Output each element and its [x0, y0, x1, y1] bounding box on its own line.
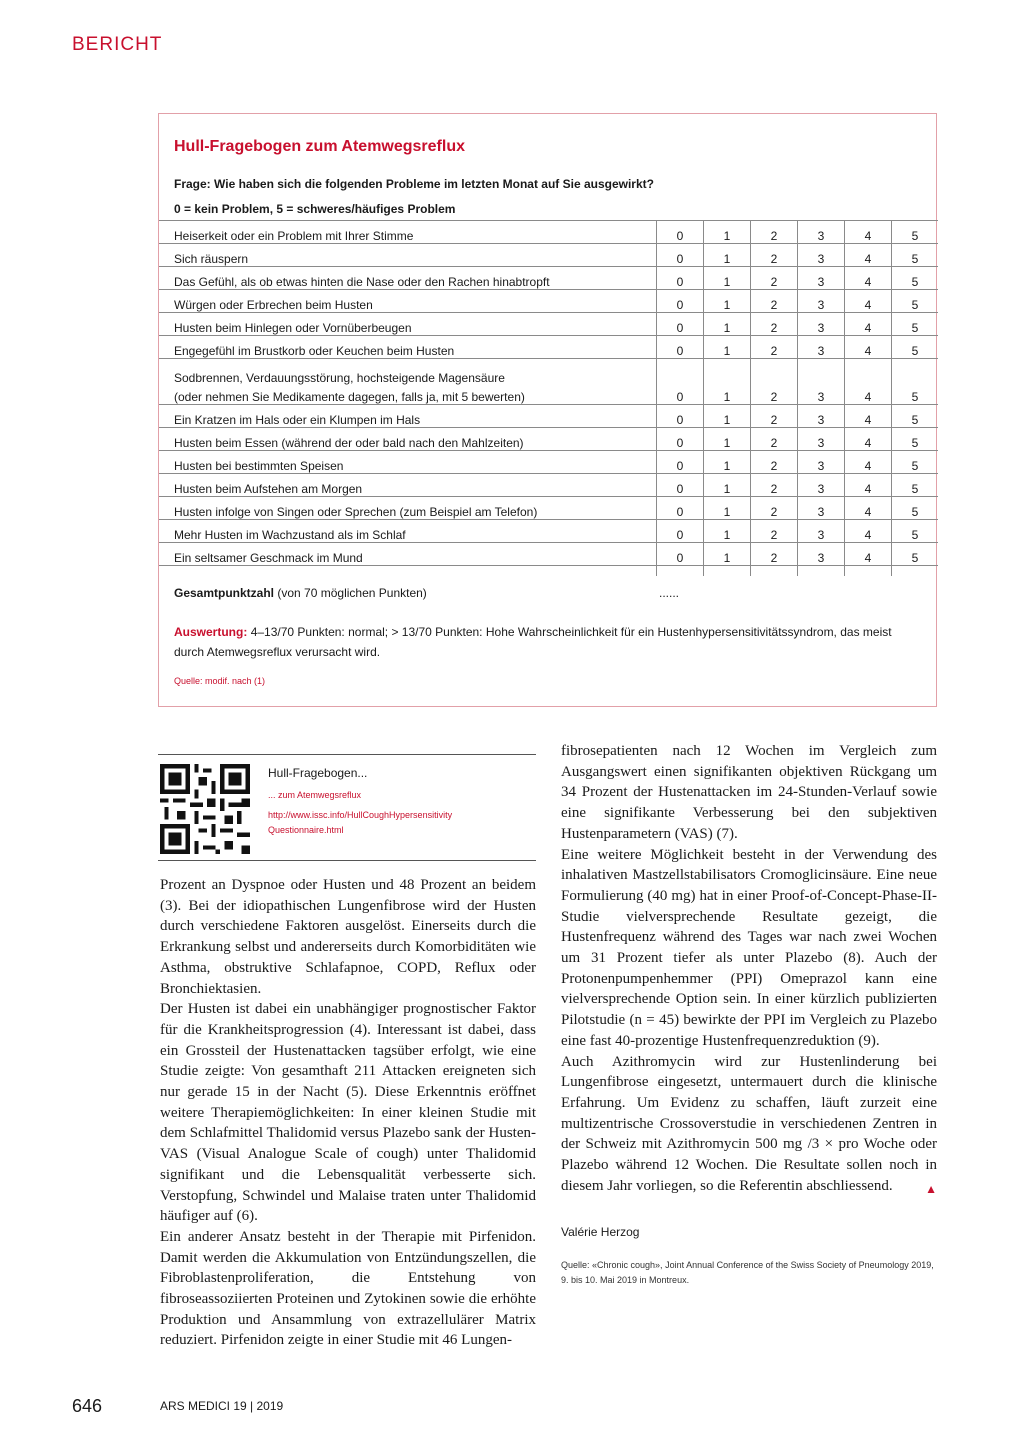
- score-option[interactable]: 0: [657, 543, 704, 566]
- score-option[interactable]: 4: [845, 359, 892, 405]
- questionnaire-item-label: Heiserkeit oder ein Problem mit Ihrer Stimme: [159, 221, 657, 244]
- score-option[interactable]: 2: [751, 474, 798, 497]
- score-option[interactable]: 1: [704, 221, 751, 244]
- total-score-suffix: (von 70 möglichen Punkten): [277, 586, 427, 600]
- qr-url-line-1[interactable]: http://www.issc.info/HullCoughHypersensitivity: [268, 810, 453, 820]
- questionnaire-question: Frage: Wie haben sich die folgenden Probleme im letzten Monat auf Sie ausgewirkt?: [174, 177, 654, 191]
- right-text-column: [561, 741, 937, 1199]
- body-paragraph: Ein anderer Ansatz besteht in der Therapie mit Pirfenidon. Damit werden die Akkumulation von Entzündungszellen, die Fibroblastenproliferation, die Entstehung von fibroseassoziierten Proteinen und Zytokinen sowie die erhöhte Produktion und Ansammlung von extrazellulärer Matrix reduziert. Pirfenidon zeigte in einer Studie mit 46 Lungen-: [160, 1228, 536, 1349]
- score-option[interactable]: 4: [845, 313, 892, 336]
- evaluation-note: [174, 622, 924, 662]
- questionnaire-box: [158, 113, 937, 707]
- score-option[interactable]: 1: [704, 313, 751, 336]
- body-paragraph: Der Husten ist dabei ein unabhängiger prognostischer Faktor für die Krankheitsprogression (4). Interessant ist dabei, dass ein Grossteil der Hustenattacken tagsüber erfolgt, wie eine Studie zeigte: Von gesamthaft 211 Attacken ereigneten sich nur gerade 15 in der Nacht (5). Diese Erkenntnis eröffnet weitere Therapiemöglichkeiten: In einer kleinen Studie mit dem Schlafmittel Thalidomid versus Plazebo sank der Husten-VAS (Visual Analogue Scale of cough) unter Thalidomid signifikant und die Lebensqualität verbesserte sich. Verstopfung, Schwindel und Malaise traten unter Thalidomid häufiger auf (6).: [160, 1001, 536, 1225]
- score-option[interactable]: 5: [892, 359, 939, 405]
- table-end-cell: [845, 566, 892, 577]
- score-option[interactable]: 5: [892, 497, 939, 520]
- score-option[interactable]: 0: [657, 290, 704, 313]
- score-option[interactable]: 5: [892, 543, 939, 566]
- questionnaire-row: [159, 221, 938, 244]
- qr-subtitle: ... zum Atemwegsreflux: [268, 790, 362, 800]
- item-label-line-1: Sodbrennen, Verdauungsstörung, hochsteigende Magensäure: [174, 371, 505, 385]
- questionnaire-row: [159, 336, 938, 359]
- score-option[interactable]: 3: [798, 451, 845, 474]
- score-option[interactable]: 2: [751, 221, 798, 244]
- score-option[interactable]: 2: [751, 267, 798, 290]
- questionnaire-row: [159, 313, 938, 336]
- score-option[interactable]: 4: [845, 428, 892, 451]
- table-end-cell: [704, 566, 751, 577]
- score-option[interactable]: 0: [657, 451, 704, 474]
- score-option[interactable]: 3: [798, 405, 845, 428]
- end-mark-icon: ▲: [925, 1181, 937, 1196]
- score-option[interactable]: 3: [798, 244, 845, 267]
- score-option[interactable]: 1: [704, 290, 751, 313]
- qr-code-icon[interactable]: [160, 764, 250, 854]
- qr-divider-bottom: [158, 860, 536, 861]
- questionnaire-item-label: Mehr Husten im Wachzustand als im Schlaf: [159, 520, 657, 543]
- score-option[interactable]: 1: [704, 520, 751, 543]
- questionnaire-row: [159, 543, 938, 566]
- score-option[interactable]: 4: [845, 290, 892, 313]
- score-option[interactable]: 4: [845, 474, 892, 497]
- score-option[interactable]: 5: [892, 267, 939, 290]
- body-paragraph: Eine weitere Möglichkeit besteht in der Verwendung des inhalativen Mastzellstabilisators Cromoglicinsäure. Eine neue Formulierung (40 mg) hat in einer Proof-of-Concept-Phase-II-Studie vielversprechende Resultate gezeigt, die Hustenfrequenz während des Tages war nach zwei Wochen um 31 Prozent tiefer als unter Plazebo (8). Auch der Protonenpumpenhemmer (PPI) Omeprazol kann eine vielversprechende Option sein. In einer kürzlich publizierten Pilotstudie (n = 45) bewirkte der PPI im Vergleich zu Plazebo eine fast 40-prozentige Hustenfrequenzreduktion (9).: [561, 846, 937, 1049]
- score-option[interactable]: 3: [798, 428, 845, 451]
- score-option[interactable]: 2: [751, 244, 798, 267]
- questionnaire-item-label: Engegefühl im Brustkorb oder Keuchen beim Husten: [159, 336, 657, 359]
- score-option[interactable]: 4: [845, 267, 892, 290]
- score-option[interactable]: 1: [704, 428, 751, 451]
- questionnaire-row: [159, 405, 938, 428]
- questionnaire-row: [159, 520, 938, 543]
- journal-name: ARS MEDICI 19 | 2019: [160, 1399, 284, 1413]
- score-option[interactable]: 5: [892, 474, 939, 497]
- score-option[interactable]: 4: [845, 451, 892, 474]
- table-end-cell: [892, 566, 939, 577]
- score-option[interactable]: 5: [892, 336, 939, 359]
- section-label: BERICHT: [72, 34, 163, 55]
- questionnaire-scale: 0 = kein Problem, 5 = schweres/häufiges Problem: [174, 202, 456, 216]
- score-option[interactable]: 0: [657, 221, 704, 244]
- qr-title: Hull-Fragebogen...: [268, 766, 368, 780]
- score-option[interactable]: 0: [657, 313, 704, 336]
- questionnaire-item-label: Ein Kratzen im Hals oder ein Klumpen im Hals: [159, 405, 657, 428]
- score-option[interactable]: 1: [704, 244, 751, 267]
- score-option[interactable]: 4: [845, 520, 892, 543]
- score-option[interactable]: 4: [845, 244, 892, 267]
- body-paragraph: fibrosepatienten nach 12 Wochen im Vergleich zum Ausgangswert einen signifikanten objektiven Rückgang um 34 Prozent der Hustenattacken im 24-Stunden-Verlauf sowie eine signifikante Verbesserung bei den subjektiven Hustenparametern (VAS) (7).: [561, 743, 937, 842]
- questionnaire-item-label: Husten beim Aufstehen am Morgen: [159, 474, 657, 497]
- questionnaire-source: Quelle: modif. nach (1): [174, 676, 266, 686]
- score-option[interactable]: 5: [892, 221, 939, 244]
- score-option[interactable]: 4: [845, 497, 892, 520]
- body-paragraph: Prozent an Dyspnoe oder Husten und 48 Prozent an beidem (3). Bei der idiopathischen Lungenfibrose wird der Husten durch verschiedene Faktoren ausgelöst. Einerseits durch die Erkrankung selbst und andererseits durch Komorbiditäten wie Asthma, obstruktive Schlafapnoe, COPD, Reflux oder Bronchiektasien.: [160, 877, 536, 997]
- score-option[interactable]: 3: [798, 336, 845, 359]
- score-option[interactable]: 2: [751, 405, 798, 428]
- score-option[interactable]: 0: [657, 428, 704, 451]
- evaluation-label: Auswertung:: [174, 625, 248, 639]
- score-option[interactable]: 3: [798, 313, 845, 336]
- score-option[interactable]: 1: [704, 474, 751, 497]
- page-number: 646: [72, 1396, 103, 1416]
- score-option[interactable]: 3: [798, 359, 845, 405]
- questionnaire-item-label: Husten beim Essen (während der oder bald nach den Mahlzeiten): [159, 428, 657, 451]
- score-option[interactable]: 4: [845, 543, 892, 566]
- score-option[interactable]: 0: [657, 244, 704, 267]
- questionnaire-row: [159, 428, 938, 451]
- qr-url[interactable]: [268, 808, 452, 838]
- item-label-line-2: (oder nehmen Sie Medikamente dagegen, falls ja, mit 5 bewerten): [174, 390, 525, 404]
- score-option[interactable]: 1: [704, 497, 751, 520]
- table-end-cell: [657, 566, 704, 577]
- score-option[interactable]: 4: [845, 336, 892, 359]
- score-option[interactable]: 2: [751, 290, 798, 313]
- questionnaire-item-label: Ein seltsamer Geschmack im Mund: [159, 543, 657, 566]
- evaluation-text: 4–13/70 Punkten: normal; > 13/70 Punkten: Hohe Wahrscheinlichkeit für ein Hustenhypersensitivitätssyndrom, das meist durch Atemwegsreflux verursacht wird.: [174, 625, 892, 659]
- score-option[interactable]: 1: [704, 267, 751, 290]
- questionnaire-item-label: [159, 359, 657, 405]
- questionnaire-row: [159, 267, 938, 290]
- score-option[interactable]: 3: [798, 497, 845, 520]
- score-option[interactable]: 3: [798, 267, 845, 290]
- score-option[interactable]: 5: [892, 405, 939, 428]
- article-source: Quelle: «Chronic cough», Joint Annual Conference of the Swiss Society of Pneumology 2019, 9. bis 10. Mai 2019 in Montreux.: [561, 1260, 934, 1285]
- score-option[interactable]: 3: [798, 290, 845, 313]
- score-option[interactable]: 0: [657, 359, 704, 405]
- score-option[interactable]: 5: [892, 290, 939, 313]
- score-option[interactable]: 5: [892, 451, 939, 474]
- questionnaire-item-label: Husten infolge von Singen oder Sprechen (zum Beispiel am Telefon): [159, 497, 657, 520]
- questionnaire-row: [159, 451, 938, 474]
- score-option[interactable]: 0: [657, 267, 704, 290]
- author-name: Valérie Herzog: [561, 1225, 640, 1239]
- questionnaire-title: Hull-Fragebogen zum Atemwegsreflux: [174, 138, 465, 155]
- total-score-line: [174, 586, 427, 600]
- qr-url-line-2[interactable]: Questionnaire.html: [268, 825, 344, 835]
- body-paragraph-text: Auch Azithromycin wird zur Hustenlinderung bei Lungenfibrose eingesetzt, untermauert durch die klinische Erfahrung. Um Evidenz zu schaffen, läuft zurzeit eine multizentrische Crossoverstudie in verschiedenen Zentren in der Schweiz mit Azithromycin 500 mg /3 × pro Woche oder Plazebo während 12 Wochen. Die Resultate sollen noch in diesem Jahr vorliegen, so die Referentin abschliessend.: [561, 1053, 937, 1194]
- qr-divider-top: [158, 754, 536, 755]
- questionnaire-row: [159, 474, 938, 497]
- score-option[interactable]: 2: [751, 359, 798, 405]
- score-option[interactable]: 2: [751, 428, 798, 451]
- score-option[interactable]: 5: [892, 244, 939, 267]
- score-option[interactable]: 2: [751, 520, 798, 543]
- score-option[interactable]: 3: [798, 520, 845, 543]
- questionnaire-item-label: Würgen oder Erbrechen beim Husten: [159, 290, 657, 313]
- questionnaire-row: [159, 359, 938, 405]
- questionnaire-item-label: Husten bei bestimmten Speisen: [159, 451, 657, 474]
- score-option[interactable]: 3: [798, 474, 845, 497]
- score-option[interactable]: 3: [798, 221, 845, 244]
- score-option[interactable]: 0: [657, 405, 704, 428]
- table-end-cell: [751, 566, 798, 577]
- score-option[interactable]: 1: [704, 543, 751, 566]
- body-paragraph: [561, 1052, 937, 1197]
- table-end-row: [159, 566, 938, 577]
- table-end-cell: [159, 566, 657, 577]
- score-option[interactable]: 0: [657, 474, 704, 497]
- score-option[interactable]: 0: [657, 497, 704, 520]
- table-end-cell: [798, 566, 845, 577]
- questionnaire-item-label: Das Gefühl, als ob etwas hinten die Nase oder den Rachen hinabtropft: [159, 267, 657, 290]
- score-option[interactable]: 2: [751, 313, 798, 336]
- score-option[interactable]: 2: [751, 497, 798, 520]
- score-option[interactable]: 1: [704, 336, 751, 359]
- score-option[interactable]: 0: [657, 336, 704, 359]
- score-option[interactable]: 5: [892, 428, 939, 451]
- score-option[interactable]: 4: [845, 221, 892, 244]
- score-option[interactable]: 2: [751, 451, 798, 474]
- left-text-column: [160, 875, 536, 1351]
- questionnaire-item-label: Husten beim Hinlegen oder Vornüberbeugen: [159, 313, 657, 336]
- questionnaire-item-label: Sich räuspern: [159, 244, 657, 267]
- score-option[interactable]: 2: [751, 543, 798, 566]
- questionnaire-row: [159, 244, 938, 267]
- score-option[interactable]: 0: [657, 520, 704, 543]
- score-option[interactable]: 2: [751, 336, 798, 359]
- score-option[interactable]: 3: [798, 543, 845, 566]
- score-option[interactable]: 4: [845, 405, 892, 428]
- score-option[interactable]: 1: [704, 405, 751, 428]
- total-score-blank: ......: [659, 586, 680, 600]
- score-option[interactable]: 5: [892, 520, 939, 543]
- total-score-label: Gesamtpunktzahl: [174, 586, 275, 600]
- questionnaire-table: [159, 220, 938, 576]
- questionnaire-row: [159, 290, 938, 313]
- score-option[interactable]: 1: [704, 451, 751, 474]
- questionnaire-row: [159, 497, 938, 520]
- score-option[interactable]: 5: [892, 313, 939, 336]
- score-option[interactable]: 1: [704, 359, 751, 405]
